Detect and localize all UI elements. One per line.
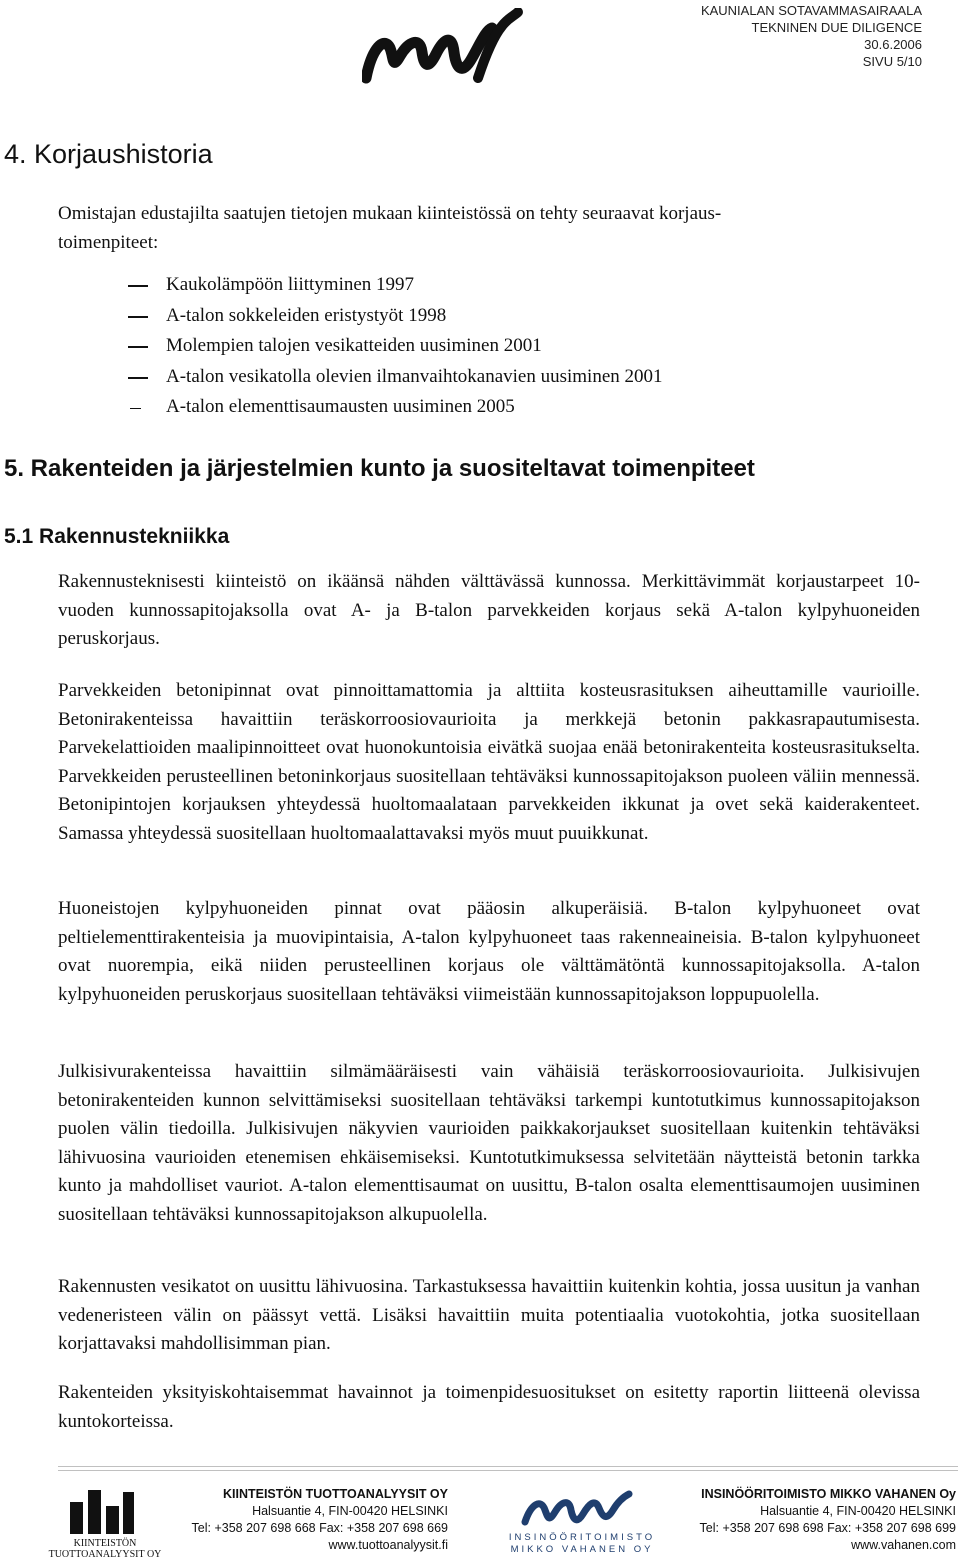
- company-phone: Tel: +358 207 698 668 Fax: +358 207 698 669: [191, 1521, 448, 1535]
- company-info-tuottoanalyysit: [192, 1486, 448, 1554]
- header-info: [701, 2, 922, 70]
- company-website[interactable]: www.vahanen.com: [851, 1538, 956, 1552]
- vahanen-logo: [362, 8, 532, 90]
- list-item: A-talon sokkeleiden eristystyöt 1998: [128, 301, 663, 332]
- section-4-heading: 4. Korjaushistoria: [4, 139, 213, 169]
- paragraph: Julkisivurakenteissa havaittiin silmämääräisesti vain vähäisiä teräskorroosiovaurioita. Julkisivujen betonirakenteiden kunnon selvittämiseksi suositellaan tehtäväksi tarkempi kuntotutkimus kunnossapitojakson puolen välin tiedoilla. Julkisivujen näkyvien vaurioiden paikkakorjaukset suositellaan kuitenkin tehtäväksi lähivuosina vaurioiden etenemisen ehkäisemiseksi. Kuntotutkimuksessa selvitetään näytteistä betonin tarkka kunto ja mahdolliset vauriot. A-talon elementtisaumat on uusittu, B-talon osalta elementtisaumojen uusiminen suositellaan tehtäväksi kunnossapitojakson alkupuolella.: [58, 1061, 920, 1225]
- header-line: KAUNIALAN SOTAVAMMASAIRAALA: [700, 3, 922, 18]
- company-address: Halsuantie 4, FIN-00420 HELSINKI: [760, 1504, 956, 1518]
- paragraph: Rakenteiden yksityiskohtaisemmat havainnot ja toimenpidesuositukset on esitetty raportin liitteenä olevissa kuntokorteissa.: [58, 1382, 920, 1432]
- list-item: Kaukolämpöön liittyminen 1997: [128, 270, 663, 301]
- paragraph: Rakennusteknisesti kiinteistö on ikäänsä nähden välttävässä kunnossa. Merkittävimmät korjaustarpeet 10-vuoden kunnossapitojaksolla ovat A- ja B-talon parvekkeiden korjaus sekä A-talon kylpyhuoneiden peruskorjaus.: [58, 571, 920, 649]
- dash-bullet: [128, 316, 148, 318]
- list-item: Molempien talojen vesikatteiden uusiminen 2001: [128, 331, 663, 362]
- dash-bullet: [128, 377, 148, 379]
- list-item: A-talon elementtisaumausten uusiminen 2005: [128, 392, 663, 423]
- logo-text: KIINTEISTÖN: [73, 1538, 137, 1549]
- dash-bullet: [128, 346, 148, 348]
- repair-history-list: [128, 270, 663, 423]
- company-name: KIINTEISTÖN TUOTTOANALYYSIT OY: [222, 1487, 448, 1501]
- header-line: TEKNINEN DUE DILIGENCE: [751, 20, 922, 35]
- header-line: SIVU 5/10: [862, 54, 922, 69]
- section-4-intro: [58, 200, 920, 257]
- paragraph: Parvekkeiden betonipinnat ovat pinnoittamattomia ja alttiita kosteusrasituksen aiheuttamille vaurioille. Betonirakenteissa havaittiin teräskorroosiovaurioita ja merkkejä betonin pakkasrapautumisesta. Parvekelattioiden maalipinnoitteet ovat huonokuntoisia eivätkä suojaa enää betonirakenteita kosteusrasitukselta. Parvekkeiden perusteellinen betoninkorjaus suositellaan tehtäväksi kunnossapitojakson puoleen väliin mennessä. Betonipintojen korjauksen yhteydessä huoltomaalataan parvekkeiden ikkunat ja ovet sekä kaiderakenteet. Samassa yhteydessä suositellaan huoltomaalattavaksi myös muut puuikkunat.: [58, 680, 920, 844]
- list-item: A-talon vesikatolla olevien ilmanvaihtokanavien uusiminen 2001: [128, 362, 663, 393]
- intro-line: Omistajan edustajilta saatujen tietojen mukaan kiinteistössä on tehty seuraavat korjaus-: [58, 203, 722, 224]
- company-phone: Tel: +358 207 698 698 Fax: +358 207 698 699: [699, 1521, 956, 1535]
- footer-rule: [58, 1470, 958, 1471]
- logo-text: MIKKO VAHANEN OY: [510, 1544, 654, 1554]
- dash-bullet: [130, 408, 141, 409]
- vahanen-footer-logo: [495, 1484, 670, 1554]
- logo-text: TUOTTOANALYYSIT OY: [48, 1549, 162, 1559]
- company-info-vahanen: [700, 1486, 956, 1554]
- paragraph: Rakennusten vesikatot on uusittu lähivuosina. Tarkastuksessa havaittiin kuitenkin kohtia, jossa uusitun ja vanhan vedeneristeen välin on päässyt vettä. Lisäksi havaittiin muita potentiaalia vuotokohtia, jotka suositellaan korjattavaksi mahdollisimman pian.: [58, 1276, 920, 1354]
- section-5-heading: 5. Rakenteiden ja järjestelmien kunto ja suositeltavat toimenpiteet: [4, 455, 755, 482]
- section-5-1-heading: 5.1 Rakennustekniikka: [4, 525, 230, 548]
- footer-rule: [58, 1466, 958, 1467]
- logo-text: INSINÖÖRITOIMISTO: [508, 1532, 656, 1543]
- company-website[interactable]: www.tuottoanalyysit.fi: [328, 1538, 448, 1552]
- paragraph: Huoneistojen kylpyhuoneiden pinnat ovat pääosin alkuperäisiä. B-talon kylpyhuoneet ovat peltielementtirakenteisia ja muovipintaisia, A-talon kylpyhuoneet taas rakenneaineisia. B-talon kylpyhuoneet ovat nuorempia, eikä niiden perusteellinen korjaus ole välttämätöntä kunnossapitojaksolla. A-talon kylpyhuoneiden peruskorjaus suositellaan tehtäväksi viimeistään kunnossapitojakson loppupuolella.: [58, 898, 920, 1005]
- tuottoanalyysit-logo: [30, 1484, 180, 1559]
- intro-line: toimenpiteet:: [58, 231, 159, 253]
- company-address: Halsuantie 4, FIN-00420 HELSINKI: [252, 1504, 448, 1518]
- dash-bullet: [128, 285, 148, 287]
- company-name: INSINÖÖRITOIMISTO MIKKO VAHANEN Oy: [701, 1487, 956, 1501]
- header-line: 30.6.2006: [864, 37, 922, 52]
